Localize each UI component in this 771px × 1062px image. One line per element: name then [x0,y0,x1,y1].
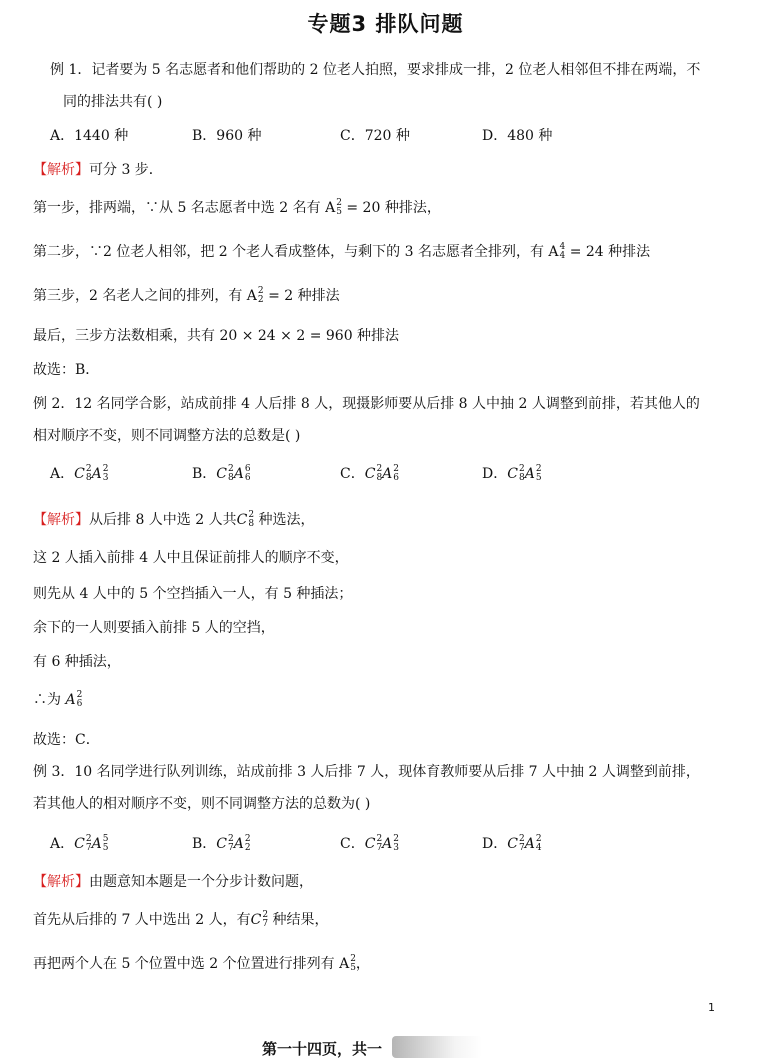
ex3-step2: 首先从后排的 7 人中选出 2 人，有C 2 7 种结果， [33,910,329,929]
ex2-step3: 则先从 4 人中的 5 个空挡插入一人，有 5 种插法； [33,586,353,602]
ex1-step4: 最后，三步方法数相乘，共有 20 × 24 × 2 = 960 种排法 [33,328,400,344]
analysis-tag: 【解析】 [33,162,89,178]
ex1-question-line2: 同的排法共有( ) [63,94,163,110]
ex1-solution-intro [33,160,163,180]
ex1-option-b: B．960 种 [192,128,262,144]
ex2-step1: 【解析】从后排 8 人中选 2 人共C 2 8 种选法， [33,510,315,529]
ex1-step1: 第一步，排两端，∵从 5 名志愿者中选 2 名有 A 2 5 = 20 种排法， [33,198,441,217]
ex2-question-line2: 相对顺序不变，则不同调整方法的总数是( ) [33,428,301,444]
ex1-answer: 故选：B． [33,362,100,378]
ex3-step3: 再把两个人在 5 个位置中选 2 个位置进行排列有 A 2 5 ， [33,954,370,973]
ex2-answer: 故选：C． [33,732,100,748]
ex1-question-line1: 例 1．记者要为 5 名志愿者和他们帮助的 2 位老人拍照，要求排成一排，2 位老人相邻但不排在两端，不 [50,62,701,78]
ex2-option-d: D．C 2 8 A 2 5 [482,464,542,483]
ex2-question-line1: 例 2．12 名同学合影，站成前排 4 人后排 8 人，现摄影师要从后排 8 人中抽 2 人调整到前排，若其他人的 [33,396,700,412]
ex3-option-b: B．C 2 7 A 2 2 [192,834,251,853]
ex3-option-c: C．C 2 7 A 2 3 [340,834,400,853]
ex3-option-d: D．C 2 7 A 2 4 [482,834,542,853]
ex3-step1: 【解析】由题意知本题是一个分步计数问题， [33,874,313,890]
ex1-step0: 可分 3 步． [89,162,163,178]
page-footer: 第一十四页，共一 [262,1040,383,1058]
footer-smudge [392,1036,482,1058]
ex3-option-a: A．C 2 7 A 5 5 [50,834,109,853]
ex2-option-a: A．C 2 8 A 2 3 [50,464,109,483]
ex1-step2: 第二步，∵2 位老人相邻，把 2 个老人看成整体，与剩下的 3 名志愿者全排列，有 A 4 4 = 24 种排法 [33,242,651,261]
ex2-option-b: B．C 2 8 A 6 6 [192,464,251,483]
ex1-option-c: C．720 种 [340,128,410,144]
ex1-option-d: D．480 种 [482,128,553,144]
ex2-option-c: C．C 2 8 A 2 6 [340,464,400,483]
ex1-option-a: A．1440 种 [50,128,129,144]
ex2-step4: 余下的一人则要插入前排 5 人的空挡， [33,620,275,636]
ex3-question-line2: 若其他人的相对顺序不变，则不同调整方法的总数为( ) [33,796,371,812]
ex2-step6: ∴为 A 2 6 [33,690,83,709]
page-title: 专题3 排队问题 [307,12,464,36]
ex2-step2: 这 2 人插入前排 4 人中且保证前排人的顺序不变， [33,550,349,566]
ex2-step5: 有 6 种插法， [33,654,121,670]
page-number: 1 [708,1001,715,1014]
ex1-step3: 第三步，2 名老人之间的排列，有 A 2 2 = 2 种排法 [33,286,340,305]
ex3-question-line1: 例 3．10 名同学进行队列训练，站成前排 3 人后排 7 人，现体育教师要从后排 7 人中抽 2 人调整到前排， [33,764,700,780]
